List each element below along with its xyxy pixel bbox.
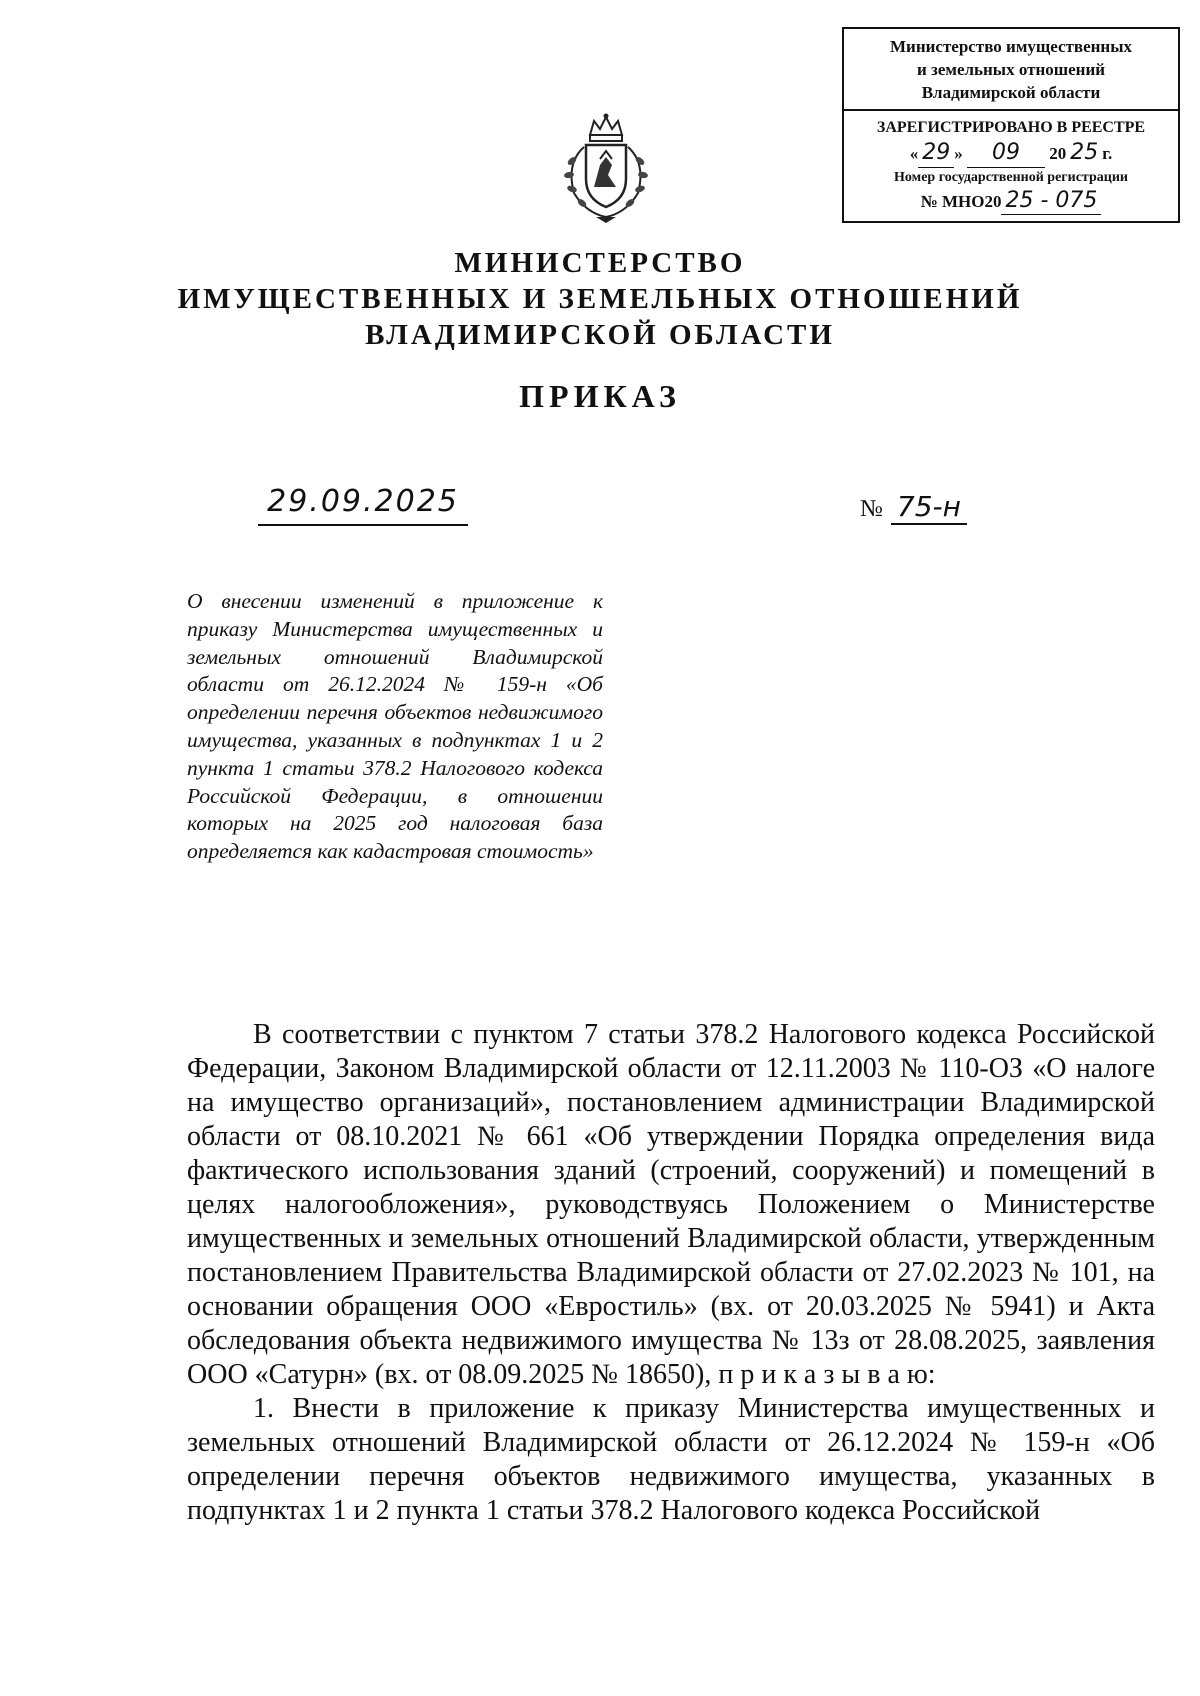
org-line: ИМУЩЕСТВЕННЫХ И ЗЕМЕЛЬНЫХ ОТНОШЕНИЙ	[177, 283, 1023, 315]
org-line: ВЛАДИМИРСКОЙ ОБЛАСТИ	[365, 319, 835, 351]
stamp-date-month: 09	[967, 139, 1045, 168]
stamp-ministry-line: Владимирской области	[921, 83, 1101, 102]
stamp-date	[844, 139, 1178, 168]
body-item-1: 1. Внести в приложение к приказу Министерства имущественных и земельных отношений Владимирской области от 26.12.2024 № 159-н «Об определении перечня объектов недвижимого имущества, указанных в подпунктах 1 и 2 пункта 1 статьи 378.2 Налогового кодекса Российской	[187, 1393, 1155, 1526]
order-date: 29.09.2025	[267, 484, 459, 519]
org-line: МИНИСТЕРСТВО	[454, 247, 746, 279]
stamp-reg-number-handwritten: 25 - 075	[1001, 188, 1101, 215]
order-number: 75-н	[891, 490, 967, 525]
stamp-date-year-suffix: 25	[1070, 140, 1099, 165]
order-number-label: №	[860, 496, 883, 522]
document-type-title: ПРИКАЗ	[519, 378, 681, 414]
coat-of-arms-icon	[556, 113, 656, 225]
stamp-date-close-quote: »	[954, 144, 963, 163]
order-subject: О внесении изменений в приложение к приказу Министерства имущественных и земельных отношений Владимирской области от 26.12.2024 № 159-н «Об определении перечня объектов недвижимого имущества, указанных в подпунктах 1 и 2 пункта 1 статьи 378.2 Налогового кодекса Российской Федерации, в отношении которых на 2025 год налоговая база определяется как кадастровая стоимость»	[187, 589, 603, 864]
stamp-ministry-line: и земельных отношений	[916, 60, 1106, 79]
stamp-reg-number-label: Номер государственной регистрации	[894, 170, 1128, 185]
stamp-ministry-block	[844, 29, 1178, 111]
body-paragraph: В соответствии с пунктом 7 статьи 378.2 Налогового кодекса Российской Федерации, Законом Владимирской области от 12.11.2003 № 110-ОЗ «О налоге на имущество организаций», постановлением администрации Владимирской области от 08.10.2021 № 661 «Об утверждении Порядка определения вида фактического использования зданий (строений, сооружений) и помещений в целях налогообложения», руководствуясь Положением о Министерстве имущественных и земельных отношений Владимирской области, утвержденным постановлением Правительства Владимирской области от 27.02.2023 № 101, на основании обращения ООО «Евростиль» (вх. от 20.03.2025 № 5941) и Акта обследования объекта недвижимого имущества № 13з от 28.08.2025, заявления ООО «Сатурн» (вх. от 08.09.2025 № 18650), п р и к а з ы в а ю:	[187, 1019, 1155, 1390]
stamp-date-open-quote: «	[909, 144, 919, 163]
stamp-reg-number-prefix: № МНО20	[920, 192, 1002, 211]
stamp-date-year-end: г.	[1102, 144, 1113, 163]
order-number-field	[860, 490, 967, 523]
stamp-date-year-prefix: 20	[1049, 144, 1067, 163]
stamp-ministry-line: Министерство имущественных	[889, 37, 1132, 56]
stamp-registered-label: ЗАРЕГИСТРИРОВАНО В РЕЕСТРЕ	[876, 119, 1146, 136]
order-body	[187, 1018, 1155, 1528]
organization-name	[0, 245, 1200, 353]
stamp-date-day: 29	[918, 139, 954, 168]
registration-stamp	[842, 27, 1180, 223]
stamp-registration-block	[844, 111, 1178, 215]
order-date-field	[258, 484, 468, 526]
stamp-reg-number	[844, 188, 1178, 215]
